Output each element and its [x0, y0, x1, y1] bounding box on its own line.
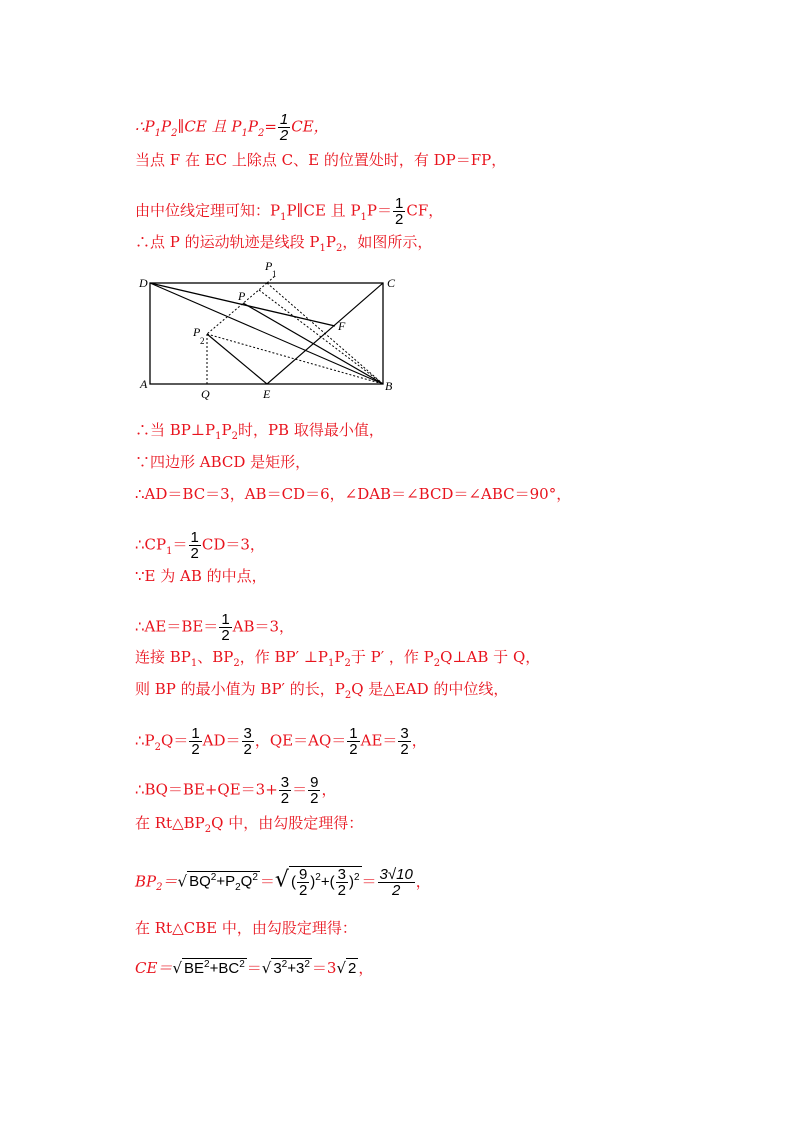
l8-fraction	[189, 530, 201, 561]
l1-fraction	[278, 112, 290, 143]
l8-sub1: 1	[166, 545, 173, 557]
l15-a: 在 Rt△BP	[135, 814, 205, 832]
l2-text: 当点 F 在 EC 上除点 C、E 的位置处时，有 DP＝FP，	[135, 151, 507, 169]
l16-f1-den: 2	[298, 882, 308, 899]
l7-text: ∴AD＝BC＝3，AB＝CD＝6，∠DAB＝∠BCD＝∠ABC＝90°，	[135, 485, 572, 503]
l14-f2-num: 9	[310, 774, 319, 791]
l18-a: CE＝	[135, 959, 173, 977]
l16-f2-den: 2	[337, 882, 346, 899]
l15-b: Q 中，由勾股定理得：	[211, 814, 364, 832]
label-a: A	[140, 377, 148, 391]
l10-tail: AB＝3，	[232, 617, 295, 636]
l13-f3-num: 1	[349, 725, 358, 742]
l3-frac-num: 1	[395, 195, 404, 212]
l16-f2-num: 3	[337, 866, 346, 883]
text-line-14	[135, 775, 336, 806]
l8-tail: CD＝3，	[201, 535, 265, 554]
l1-sub1: 1	[154, 127, 162, 139]
l13-fraction-4	[398, 726, 410, 757]
l16-sub1: 2	[156, 882, 163, 894]
l4-p: P	[325, 233, 336, 251]
l14-fraction-2	[308, 775, 320, 806]
l1-mid: ∥CE 且 P	[177, 117, 242, 136]
l1-prefix: ∴P	[135, 117, 155, 136]
text-line-15	[135, 813, 363, 836]
text-line-3	[135, 196, 443, 227]
l16-r1c: Q	[240, 873, 253, 891]
l18-radical-3: √	[336, 959, 347, 977]
l4-sub2: 2	[335, 243, 343, 254]
l16-r1b: +P	[216, 873, 236, 891]
label-d: D	[139, 276, 148, 290]
l3-tail: CF，	[406, 201, 444, 220]
l16-r1-exp2: 2	[252, 872, 258, 884]
l14-c: ，	[321, 780, 337, 799]
l16-exp-1: 2	[315, 872, 321, 884]
l16-r1-exp: 2	[210, 872, 217, 884]
l11-sub3: 1	[328, 658, 335, 669]
l1-frac-num: 1	[279, 111, 289, 128]
l16-plus: +	[320, 873, 330, 891]
l16-frac-1	[297, 867, 309, 898]
l9-text: ∵E 为 AB 的中点，	[135, 567, 267, 585]
l16-result-num: 3√10	[379, 865, 413, 883]
l16-a: BP	[135, 872, 157, 891]
l13-e: ，QE＝AQ＝	[254, 731, 347, 750]
l3-frac-den: 2	[395, 211, 404, 228]
l13-b: Q＝	[161, 731, 189, 750]
l13-fraction-1	[189, 726, 201, 757]
l18-exp-1: 2	[204, 959, 210, 970]
l18-r2: 3	[273, 960, 282, 977]
l5-sub2: 2	[231, 431, 238, 442]
label-p2: P	[193, 325, 201, 339]
l11-d: P	[334, 648, 345, 666]
l13-f1-den: 2	[191, 741, 200, 758]
l13-f1-num: 1	[191, 725, 200, 742]
l13-c: AD＝	[202, 731, 241, 750]
l11-b: 、BP	[197, 648, 234, 666]
l10-frac-den: 2	[221, 627, 230, 644]
l11-a: 连接 BP	[135, 648, 191, 666]
l14-b: ＝	[292, 780, 308, 799]
l16-radicand-1	[187, 871, 260, 894]
label-p1: P	[265, 259, 273, 273]
text-line-13	[135, 726, 427, 757]
l8-frac-den: 2	[190, 545, 199, 562]
l16-exp-2: 2	[353, 872, 360, 884]
l11-sub2: 2	[233, 658, 240, 669]
l14-f1-den: 2	[280, 790, 290, 807]
label-c: C	[387, 276, 396, 290]
l10-frac-num: 1	[221, 611, 230, 628]
text-line-2	[135, 150, 506, 170]
text-line-1	[135, 112, 329, 143]
text-line-8	[135, 530, 265, 561]
l18-plus2: +3	[287, 960, 305, 977]
segment-pprime-b	[259, 290, 383, 384]
l13-fraction-2	[242, 726, 254, 757]
l3-sub1: 1	[280, 211, 287, 223]
l16-tail: ，	[415, 872, 431, 891]
l11-sub1: 1	[190, 658, 198, 669]
l11-e: 于 P′ ，作 P	[350, 648, 434, 666]
l15-sub1: 2	[204, 824, 212, 835]
l13-f2-den: 2	[243, 741, 252, 758]
l12-b: Q 是△EAD 的中位线，	[351, 680, 509, 698]
label-f: F	[338, 319, 346, 333]
l12-a: 则 BP 的最小值为 BP′ 的长，P	[135, 680, 345, 698]
text-line-10	[135, 612, 294, 643]
label-p1-sub: 1	[272, 269, 277, 279]
l5-tail: 时，PB 取得最小值，	[237, 421, 384, 439]
l13-f4-den: 2	[400, 741, 409, 758]
l3-prefix: 由中位线定理可知：P	[135, 201, 281, 220]
l16-radicand-2: ( $\frac{9}{2}$ )$^2$+( $\frac{3}{2}$ )$^2$	[290, 866, 360, 899]
l18-radicand-2	[271, 958, 312, 981]
l18-radical-1: √	[172, 959, 182, 977]
l18-plus: +BC	[209, 960, 240, 977]
l3-mid: P∥CE 且 P	[286, 201, 361, 220]
text-line-11	[135, 647, 540, 670]
text-line-6	[135, 452, 310, 472]
l1-eq: =	[264, 117, 277, 136]
l1-sub3: 1	[241, 127, 248, 139]
l11-c: ，作 BP′ ⊥P	[239, 648, 329, 666]
l4-tail: ，如图所示，	[342, 233, 433, 251]
l4-sub1: 1	[319, 243, 326, 254]
l13-f3-den: 2	[349, 741, 358, 758]
l16-result-den: 2	[391, 881, 401, 899]
text-line-16	[135, 866, 431, 898]
text-line-5	[135, 420, 384, 443]
l6-text: ∵四边形 ABCD 是矩形，	[135, 453, 311, 471]
l10-prefix: ∴AE＝BE＝	[135, 617, 219, 636]
l18-radical-2: √	[261, 959, 272, 977]
text-line-4	[135, 232, 432, 255]
l13-g: ，	[411, 731, 427, 750]
l14-f1-num: 3	[280, 774, 290, 791]
l13-f2-num: 3	[243, 725, 252, 742]
l8-prefix: ∴CP	[135, 535, 167, 554]
l1-p2: P	[247, 117, 258, 136]
label-b: B	[385, 379, 393, 393]
l1-tail: CE，	[291, 117, 329, 136]
text-line-17	[135, 918, 357, 938]
l1-frac-den: 2	[279, 127, 289, 144]
label-p2-sub: 2	[200, 336, 205, 346]
l1-sub4: 2	[257, 127, 265, 139]
l18-radicand-1	[182, 958, 247, 981]
l18-exp-2: 2	[239, 959, 245, 970]
l8-eq: ＝	[172, 535, 188, 554]
l16-r1: BQ	[189, 873, 211, 891]
l12-sub1: 2	[344, 690, 352, 701]
l13-f: AE＝	[360, 731, 398, 750]
l14-fraction-1	[279, 775, 291, 806]
text-line-9	[135, 566, 267, 586]
l11-sub4: 2	[344, 658, 351, 669]
l18-eq2: ＝3	[311, 959, 337, 977]
l5-prefix: ∴当 BP⊥P	[135, 421, 216, 439]
l13-fraction-3	[347, 726, 359, 757]
l3-eq: P＝	[366, 201, 393, 220]
geometry-figure	[135, 258, 400, 400]
label-e: E	[263, 387, 271, 400]
l4-prefix: ∴点 P 的运动轨迹是线段 P	[135, 233, 320, 251]
l3-sub2: 1	[360, 211, 367, 223]
l1-p: P	[161, 117, 172, 136]
l13-sub1: 2	[154, 741, 162, 753]
l14-f2-den: 2	[310, 790, 319, 807]
l18-radicand-3: 2	[348, 960, 357, 977]
l16-radical-2: √	[274, 867, 289, 893]
l17-text: 在 Rt△CBE 中，由勾股定理得：	[135, 919, 357, 937]
l16-eq2: ＝	[259, 872, 275, 891]
text-line-12	[135, 679, 508, 702]
l18-eq: ＝	[246, 959, 262, 977]
label-q: Q	[201, 387, 210, 400]
segment-p2e	[207, 334, 267, 384]
segment-db	[150, 283, 383, 384]
l13-f4-num: 3	[400, 725, 409, 742]
l16-frac-result	[378, 867, 415, 898]
l16-frac-2	[336, 867, 348, 898]
text-line-7	[135, 484, 571, 504]
l18-exp-4: 2	[304, 959, 310, 970]
l1-sub2: 2	[171, 127, 178, 139]
l3-fraction	[393, 196, 405, 227]
l8-frac-num: 1	[190, 529, 199, 546]
l16-eq3: ＝	[361, 872, 377, 891]
l5-sub1: 1	[215, 431, 222, 442]
segment-pb	[243, 303, 383, 384]
l18-r1: BE	[184, 960, 205, 977]
l18-tail: ，	[358, 959, 374, 977]
l11-f: Q⊥AB 于 Q，	[440, 648, 541, 666]
l16-f1-num: 9	[298, 866, 308, 883]
l16-radical-1: √	[177, 872, 188, 891]
text-line-18	[135, 958, 373, 981]
l10-fraction	[219, 612, 231, 643]
l5-p: P	[221, 421, 232, 439]
l16-b: ＝	[162, 872, 178, 891]
l16-r1-sub: 2	[235, 882, 241, 894]
l11-sub5: 2	[433, 658, 441, 669]
label-p: P	[238, 289, 246, 303]
l18-exp-3: 2	[281, 959, 288, 970]
l13-a: ∴P	[135, 731, 155, 750]
l14-a: ∴BQ＝BE+QE＝3+	[135, 780, 278, 799]
